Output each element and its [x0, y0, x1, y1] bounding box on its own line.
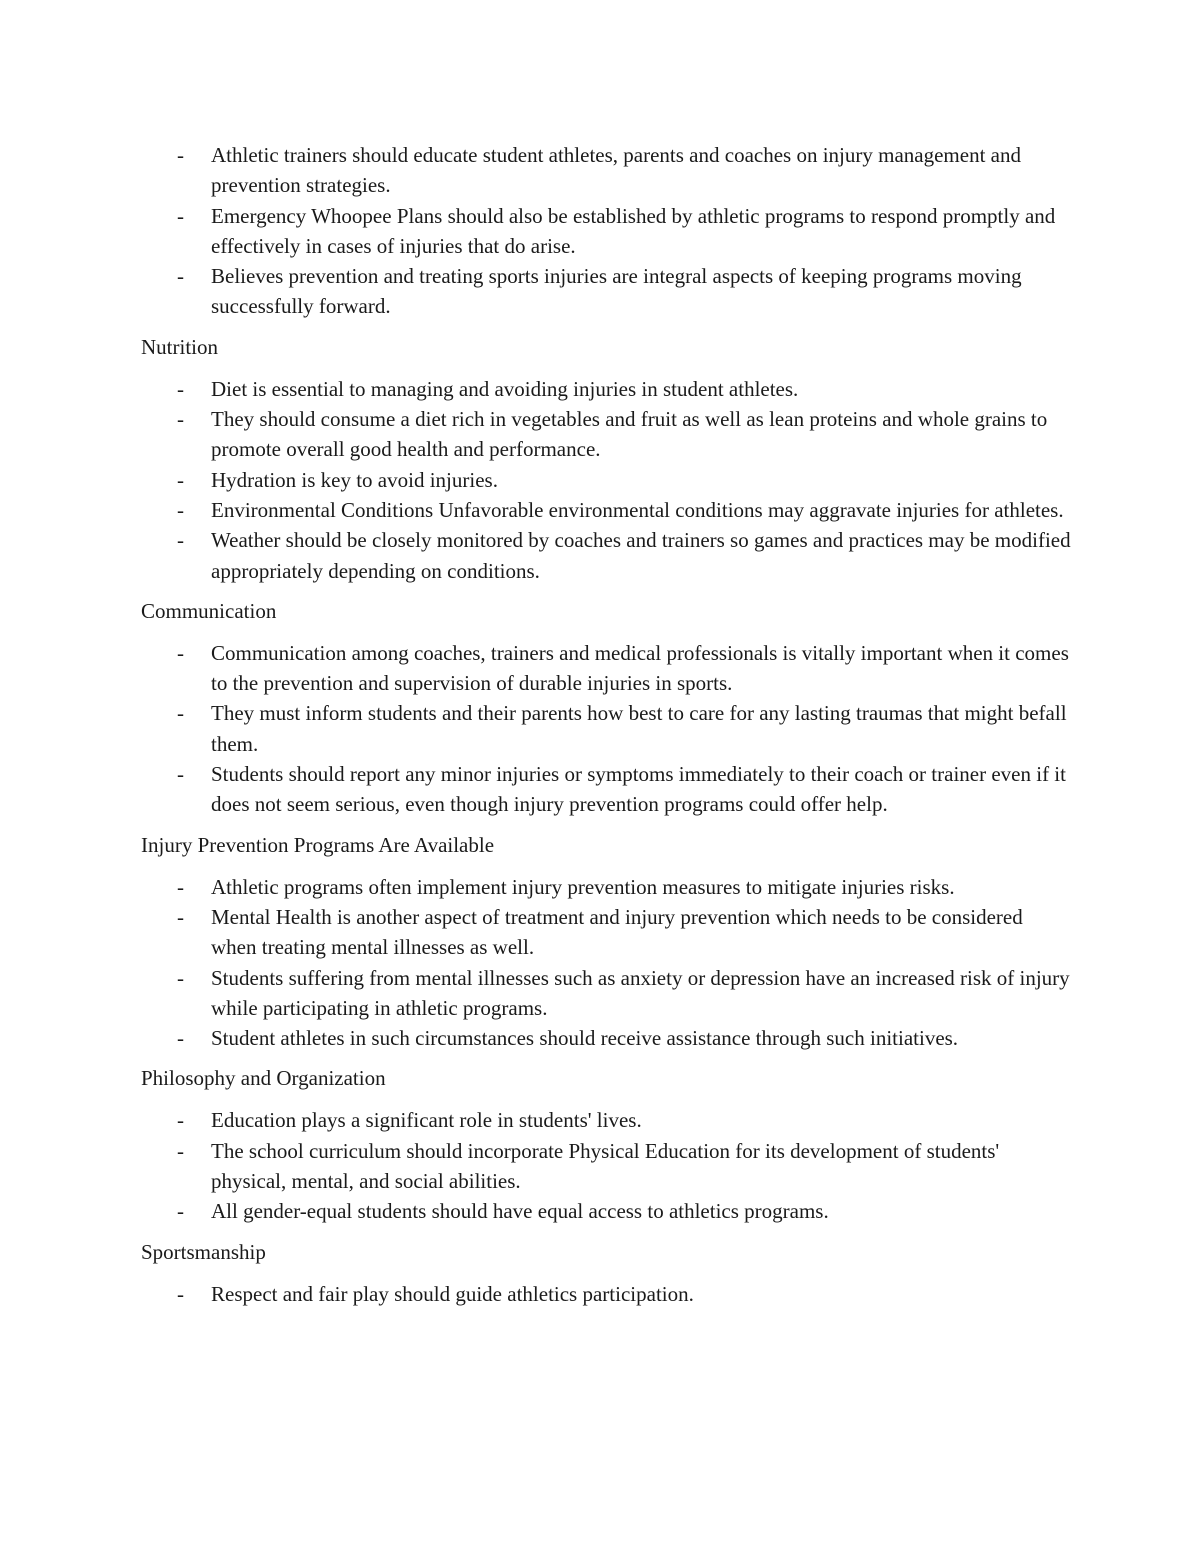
list-item: [141, 374, 1071, 404]
section-heading: Injury Prevention Programs Are Available: [141, 832, 495, 857]
list-item: [141, 759, 1071, 820]
section-heading: Philosophy and Organization: [141, 1066, 386, 1091]
intro-list: [141, 140, 1071, 322]
list-item-text: Hydration is key to avoid injuries.: [211, 467, 498, 492]
list-item: [141, 698, 1071, 759]
section-list: [141, 374, 1071, 586]
list-item: [141, 963, 1071, 1024]
dash-bullet: -: [177, 904, 184, 929]
section-nutrition: [141, 332, 1071, 586]
section-injury-prevention: [141, 830, 1071, 1054]
dash-bullet: -: [177, 965, 184, 990]
list-item: [141, 495, 1071, 525]
dash-bullet: -: [177, 701, 184, 726]
list-item: [141, 465, 1071, 495]
list-item-text: Education plays a significant role in students' lives.: [211, 1108, 642, 1133]
dash-bullet: -: [177, 407, 184, 432]
list-item-text: Athletic programs often implement injury prevention measures to mitigate injuries risks.: [211, 874, 955, 899]
list-item: [141, 638, 1071, 699]
section-communication: [141, 596, 1071, 820]
dash-bullet: -: [177, 1138, 184, 1163]
list-item-text: All gender-equal students should have equal access to athletics programs.: [211, 1199, 829, 1224]
list-item-text: Emergency Whoopee Plans should also be established by athletic programs to respond promptly and effectively in cases of injuries that do arise.: [211, 203, 1056, 258]
list-item: [141, 1196, 1071, 1226]
list-item-text: They must inform students and their parents how best to care for any lasting traumas that might befall them.: [211, 701, 1067, 756]
dash-bullet: -: [177, 528, 184, 553]
list-item: [141, 1279, 1071, 1309]
list-item-text: The school curriculum should incorporate Physical Education for its development of students' physical, mental, and social abilities.: [211, 1138, 1000, 1194]
list-item-text: Student athletes in such circumstances should receive assistance through such initiatives.: [211, 1026, 959, 1051]
dash-bullet: -: [177, 376, 184, 401]
dash-bullet: -: [177, 467, 184, 492]
list-item: [141, 201, 1071, 262]
dash-bullet: -: [177, 1281, 184, 1306]
list-item-text: Students suffering from mental illnesses such as anxiety or depression have an increased risk of injury while participating in athletic programs.: [211, 965, 1070, 1020]
list-item: [141, 1023, 1071, 1053]
section-philosophy: [141, 1063, 1071, 1226]
list-item: [141, 404, 1071, 465]
section-heading: Communication: [141, 598, 277, 623]
section-list: [141, 638, 1071, 820]
list-item-text: Athletic trainers should educate student athletes, parents and coaches on injury management and prevention strategies.: [211, 143, 1021, 198]
list-item-text: Environmental Conditions Unfavorable environmental conditions may aggravate injuries for athletes.: [211, 497, 1064, 522]
list-item: [141, 1136, 1071, 1197]
list-item: [141, 902, 1071, 963]
section-list: [141, 1279, 1071, 1309]
dash-bullet: -: [177, 1026, 184, 1051]
list-item-text: Communication among coaches, trainers and medical professionals is vitally important when it comes to the prevention and supervision of durable injuries in sports.: [211, 640, 1069, 696]
dash-bullet: -: [177, 640, 184, 665]
dash-bullet: -: [177, 1199, 184, 1224]
list-item: [141, 525, 1071, 586]
section-heading: Sportsmanship: [141, 1239, 266, 1264]
list-item-text: Mental Health is another aspect of treatment and injury prevention which needs to be considered when treating mental illnesses as well.: [211, 904, 1023, 960]
document-page: [141, 140, 1071, 1309]
list-item-text: Believes prevention and treating sports injuries are integral aspects of keeping programs moving successfully forward.: [211, 264, 1022, 319]
list-item-text: Students should report any minor injuries or symptoms immediately to their coach or trainer even if it does not seem serious, even though injury prevention programs could offer help.: [211, 762, 1066, 817]
list-item-text: Diet is essential to managing and avoiding injuries in student athletes.: [211, 376, 799, 401]
list-item: [141, 261, 1071, 322]
list-item-text: Respect and fair play should guide athletics participation.: [211, 1281, 694, 1306]
section-sportsmanship: [141, 1237, 1071, 1309]
list-item-text: They should consume a diet rich in vegetables and fruit as well as lean proteins and whole grains to promote overall good health and performance.: [211, 407, 1048, 462]
list-item: [141, 1105, 1071, 1135]
dash-bullet: -: [177, 143, 184, 167]
dash-bullet: -: [177, 1108, 184, 1133]
dash-bullet: -: [177, 264, 184, 289]
section-list: [141, 872, 1071, 1054]
dash-bullet: -: [177, 497, 184, 522]
dash-bullet: -: [177, 203, 184, 228]
dash-bullet: -: [177, 874, 184, 899]
section-heading: Nutrition: [141, 334, 218, 359]
list-item: [141, 140, 1071, 201]
list-item: [141, 872, 1071, 902]
list-item-text: Weather should be closely monitored by coaches and trainers so games and practices may be modified appropriately depending on conditions.: [211, 528, 1071, 583]
dash-bullet: -: [177, 762, 184, 787]
section-list: [141, 1105, 1071, 1226]
